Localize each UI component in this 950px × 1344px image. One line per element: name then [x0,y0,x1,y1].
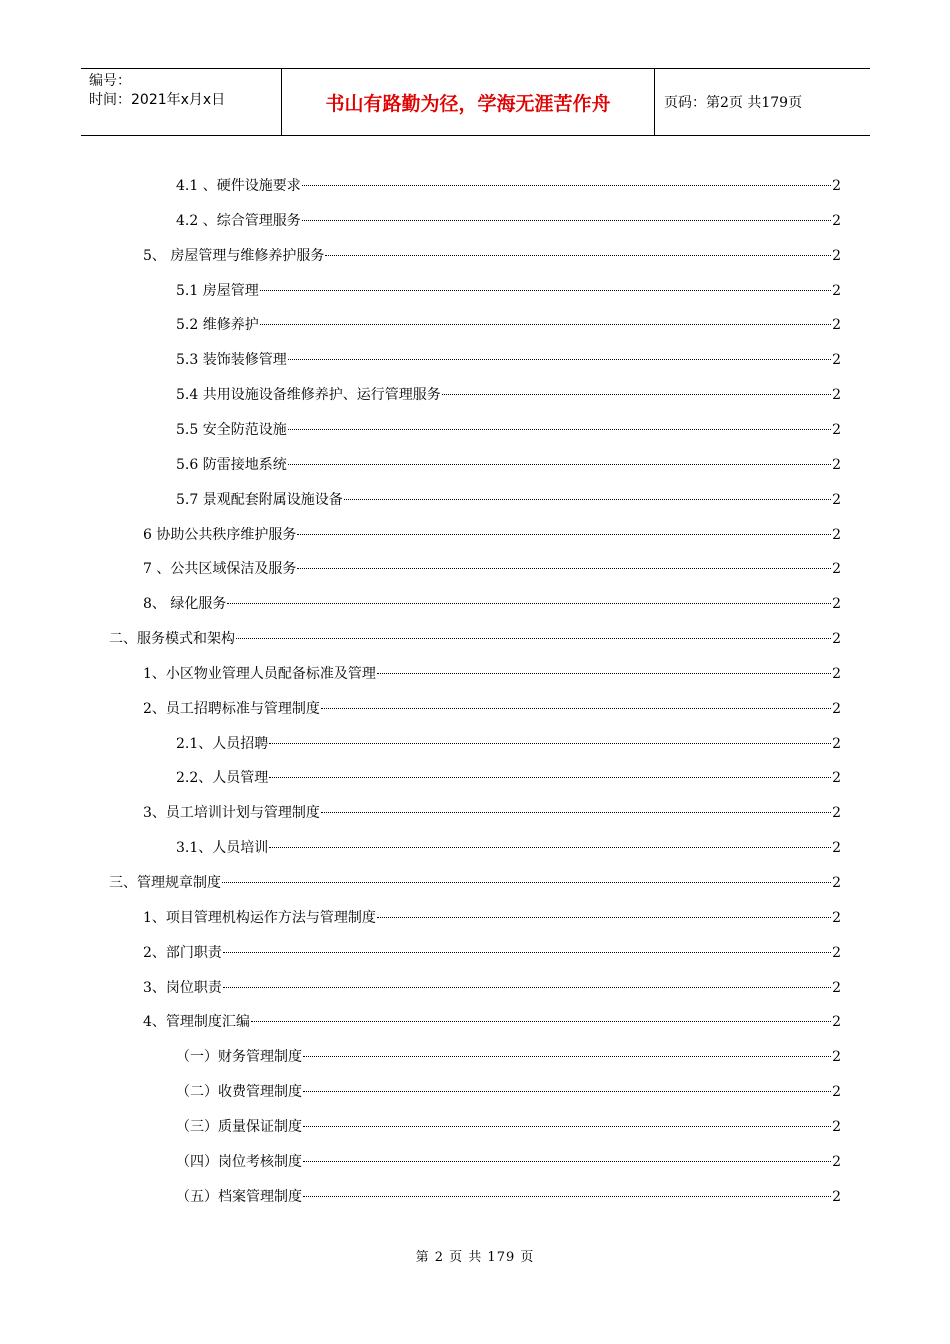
toc-entry[interactable] [143,246,841,266]
toc-entry-page: 2 [832,1188,841,1205]
header-time: 时间：2021年x月x日 [89,92,226,108]
toc-entry-page: 2 [832,700,841,717]
toc-entry[interactable] [143,803,841,823]
toc-entry-page: 2 [832,456,841,473]
toc-entry-title: 8、 绿化服务 [143,596,227,613]
toc-entry-page: 2 [832,317,841,334]
toc-leader-dots [297,568,831,569]
toc-entry[interactable] [176,1152,841,1172]
toc-entry-title: 4、管理制度汇编 [143,1014,250,1031]
toc-entry-page: 2 [832,1049,841,1066]
toc-leader-dots [302,220,831,221]
toc-entry-title: 2.2、人员管理 [176,770,269,787]
toc-entry-page: 2 [832,561,841,578]
toc-entry[interactable] [143,559,841,579]
toc-entry-title: 5.1 房屋管理 [176,282,259,299]
toc-leader-dots [269,847,831,848]
toc-entry-page: 2 [832,665,841,682]
toc-entry-title: 5、 房屋管理与维修养护服务 [143,247,325,264]
toc-leader-dots [288,359,831,360]
toc-entry-page: 2 [832,1118,841,1135]
toc-leader-dots [321,812,831,813]
toc-entry-page: 2 [832,944,841,961]
toc-entry-title: 5.7 景观配套附属设施设备 [176,491,343,508]
toc-entry-title: 2.1、人员招聘 [176,735,269,752]
toc-leader-dots [227,603,831,604]
toc-entry-page: 2 [832,526,841,543]
toc-entry-title: 5.3 装饰装修管理 [176,352,287,369]
toc-entry[interactable] [109,873,841,893]
toc-entry[interactable] [176,838,841,858]
toc-entry-title: 三、管理规章制度 [109,875,221,891]
toc-entry[interactable] [143,978,841,998]
toc-entry-title: （二）收费管理制度 [176,1084,302,1101]
toc-entry[interactable] [143,1012,841,1032]
toc-entry-title: 3、岗位职责 [143,979,222,996]
toc-leader-dots [223,987,831,988]
toc-entry-title: 二、服务模式和架构 [109,631,235,648]
toc-entry-title: 4.1 、硬件设施要求 [176,178,301,194]
toc-entry[interactable] [176,1047,841,1067]
toc-entry[interactable] [176,385,841,405]
header-page-info: 页码：第2页 共179页 [664,95,803,111]
toc-entry[interactable] [176,211,841,231]
toc-entry[interactable] [176,455,841,475]
toc-leader-dots [260,324,831,325]
toc-entry-title: 1、项目管理机构运作方法与管理制度 [143,909,376,926]
toc-entry-title: 2、员工招聘标准与管理制度 [143,700,320,717]
toc-entry-page: 2 [832,352,841,369]
toc-entry-page: 2 [832,491,841,508]
toc-leader-dots [288,464,831,465]
toc-entry-title: 6 协助公共秩序维护服务 [143,526,297,543]
toc-entry-page: 2 [832,909,841,926]
toc-entry-page: 2 [832,979,841,996]
toc-leader-dots [377,917,831,918]
toc-leader-dots [260,290,831,291]
toc-leader-dots [303,1161,831,1162]
toc-leader-dots [344,499,831,500]
toc-leader-dots [325,255,831,256]
toc-entry-page: 2 [832,282,841,299]
toc-entry-page: 2 [832,387,841,404]
toc-entry-title: （一）财务管理制度 [176,1049,302,1066]
toc-leader-dots [236,638,831,639]
header-motto: 书山有路勤为径，学海无涯苦作舟 [282,69,655,135]
toc-leader-dots [321,708,831,709]
toc-entry[interactable] [176,315,841,335]
toc-entry-title: （四）岗位考核制度 [176,1153,302,1170]
toc-entry-title: 7 、公共区域保洁及服务 [143,561,297,578]
toc-entry-title: 3、员工培训计划与管理制度 [143,805,320,822]
toc-entry[interactable] [143,525,841,545]
toc-leader-dots [303,1196,831,1197]
toc-entry-title: 5.2 维修养护 [176,317,259,334]
toc-entry-title: 4.2 、综合管理服务 [176,212,301,229]
toc-leader-dots [303,1091,831,1092]
toc-entry[interactable] [176,281,841,301]
toc-leader-dots [297,534,831,535]
toc-entry[interactable] [143,664,841,684]
toc-entry-page: 2 [832,631,841,648]
toc-entry-page: 2 [832,770,841,787]
toc-entry[interactable] [143,943,841,963]
toc-entry[interactable] [176,1082,841,1102]
toc-entry[interactable] [176,350,841,370]
toc-entry[interactable] [143,908,841,928]
toc-entry-title: 5.5 安全防范设施 [176,421,287,438]
toc-entry-page: 2 [832,1014,841,1031]
toc-entry[interactable] [143,699,841,719]
toc-entry[interactable] [176,768,841,788]
page-header [81,68,870,136]
toc-entry-page: 2 [832,596,841,613]
toc-entry-page: 2 [832,247,841,264]
header-meta [81,69,282,135]
toc-entry-page: 2 [832,735,841,752]
toc-entry-title: （三）质量保证制度 [176,1118,302,1135]
toc-entry-title: 1、小区物业管理人员配备标准及管理 [143,665,376,682]
toc-leader-dots [288,429,831,430]
toc-leader-dots [251,1021,831,1022]
toc-entry-page: 2 [832,805,841,822]
toc-entry-page: 2 [832,840,841,857]
toc-entry-page: 2 [832,421,841,438]
toc-entry-page: 2 [832,875,841,891]
toc-entry[interactable] [176,1187,841,1207]
toc-entry[interactable] [176,490,841,510]
toc-entry[interactable] [109,629,841,649]
toc-entry[interactable] [176,176,841,196]
toc-entry-page: 2 [832,1084,841,1101]
toc-entry-page: 2 [832,1153,841,1170]
toc-entry-title: 3.1、人员培训 [176,840,269,857]
toc-entry-title: （五）档案管理制度 [176,1188,302,1205]
toc-entry[interactable] [176,420,841,440]
toc-entry[interactable] [176,1117,841,1137]
toc-entry-page: 2 [832,178,841,194]
header-number: 编号： [89,73,131,89]
toc-entry-title: 5.4 共用设施设备维修养护、运行管理服务 [176,387,441,404]
toc-entry-title: 2、部门职责 [143,944,222,961]
toc-entry-title: 5.6 防雷接地系统 [176,456,287,473]
toc-leader-dots [269,777,831,778]
toc-leader-dots [303,1056,831,1057]
toc-leader-dots [303,1126,831,1127]
toc-entry[interactable] [176,734,841,754]
toc-leader-dots [269,743,831,744]
toc-entry[interactable] [143,594,841,614]
toc-leader-dots [302,185,831,186]
toc-leader-dots [223,952,831,953]
toc-leader-dots [377,673,831,674]
toc-leader-dots [442,394,831,395]
toc-leader-dots [222,882,831,883]
toc-entry-page: 2 [832,212,841,229]
page-footer: 第 2 页 共 179 页 [415,1250,535,1265]
